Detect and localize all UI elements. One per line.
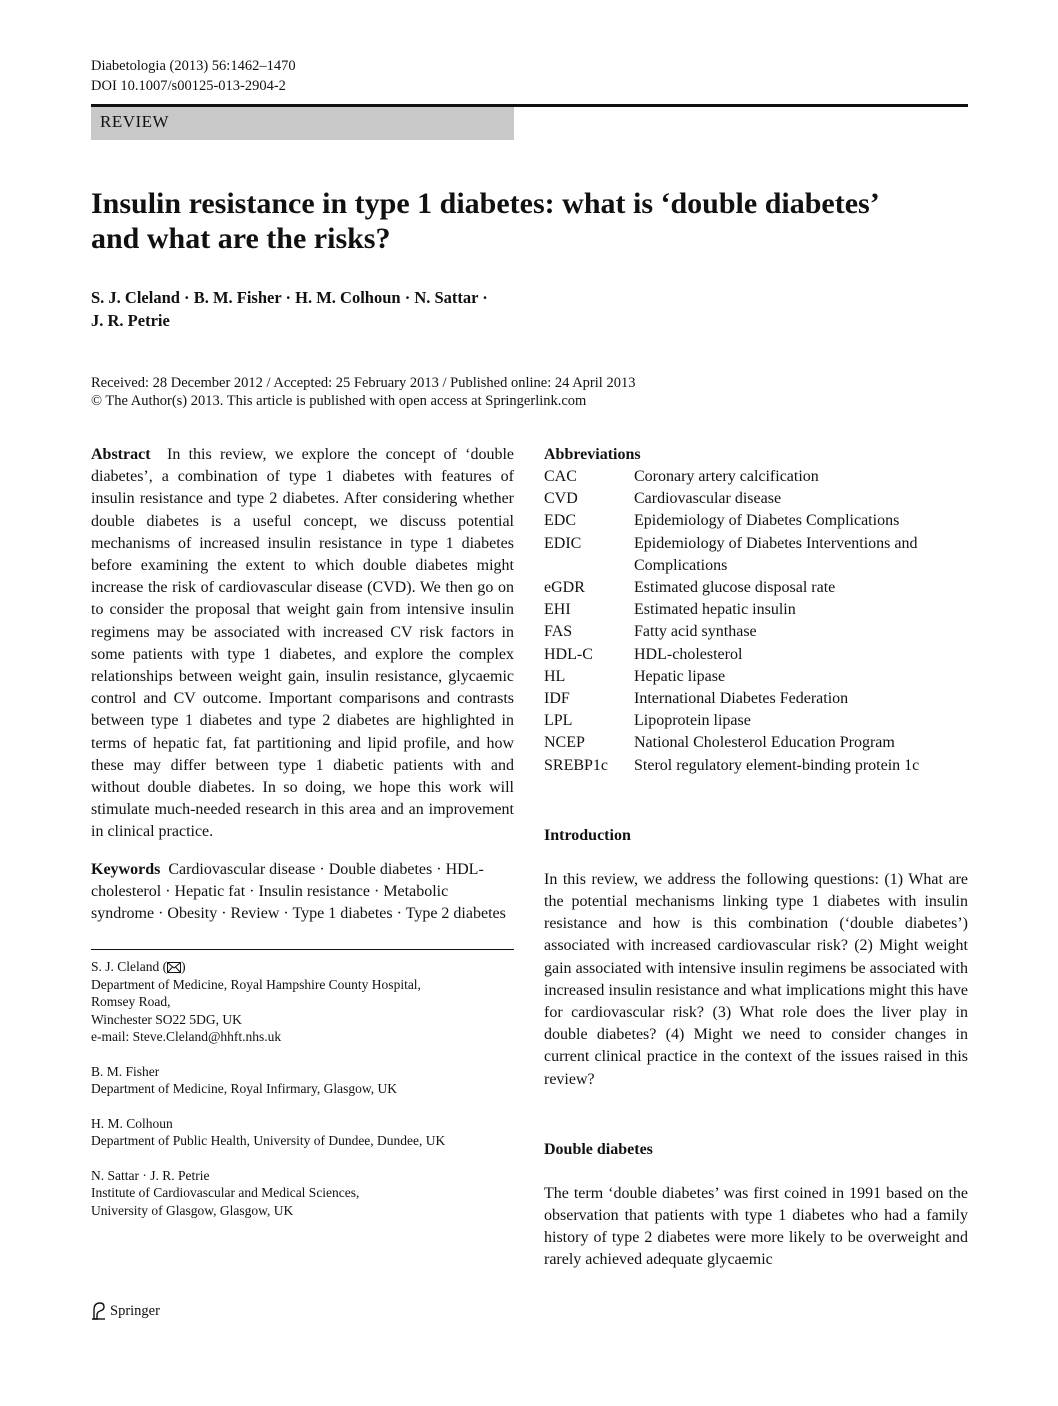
- copyright-line: © The Author(s) 2013. This article is published with open access at Springerlink.com: [91, 393, 587, 409]
- abbreviation-row: [544, 666, 968, 688]
- affiliation-rule: [91, 949, 514, 950]
- abbreviation-row: [544, 466, 968, 488]
- affiliation-block: [91, 1167, 514, 1220]
- abbreviation-code: eGDR: [544, 579, 585, 597]
- abbreviation-definition: Cardiovascular disease: [634, 490, 782, 508]
- abbreviation-definition: Estimated glucose disposal rate: [634, 579, 836, 597]
- abbreviation-definition: HDL-cholesterol: [634, 645, 743, 663]
- publication-history: Received: 28 December 2012 / Accepted: 25 February 2013 / Published online: 24 April 2013: [91, 375, 636, 391]
- abbreviation-code: EDIC: [544, 534, 582, 552]
- page-footer: [91, 1301, 160, 1321]
- abbreviations-list: [544, 466, 968, 777]
- abbreviation-code: EDC: [544, 512, 576, 530]
- corresponding-author: [91, 958, 514, 976]
- email-address[interactable]: e-mail: Steve.Cleland@hhft.nhs.uk: [91, 1029, 282, 1045]
- article-dates: [91, 374, 971, 410]
- left-column: [91, 444, 514, 1236]
- abbreviation-definition: National Cholesterol Education Program: [634, 734, 895, 752]
- section-label: REVIEW: [100, 112, 170, 131]
- abstract-text: In this review, we explore the concept of ‘double diabetes’, a combination of type 1 diabetes with features of insulin resistance and type 2 diabetes. After considering whether double diabetes is a useful concept, we discuss potential mechanisms of increased insulin resistance in type 1 diabetes before examining the extent to which double diabetes might increase the risk of cardiovascular disease (CVD). We then go on to consider the proposal that weight gain from intensive insulin regimens may be associated with increased CV risk factors in some patients with type 1 diabetes, and explore the complex relationships between weight gain, insulin resistance, glycaemic control and CV outcome. Important comparisons and contrasts between type 1 diabetes and type 2 diabetes are highlighted in terms of hepatic fat, fat partitioning and lipid profile, and how these may differ between type 1 diabetic patients with and without double diabetes. In so doing, we hope this work will stimulate much-needed research in this area and an improvement in clinical practice.: [91, 446, 515, 841]
- abbreviation-code: CVD: [544, 490, 578, 508]
- affiliations: [91, 958, 514, 1219]
- abbreviation-definition: International Diabetes Federation: [634, 690, 849, 708]
- abbreviation-row: [544, 732, 968, 754]
- abbreviation-code: CAC: [544, 468, 577, 485]
- abbreviation-definition: Hepatic lipase: [634, 667, 726, 685]
- introduction-text: In this review, we address the following questions: (1) What are the potential mechanisms linking type 1 diabetes with insulin resistance and how is this combination (‘double diabetes’) associated with increased cardiovascular risk? (2) Might weight gain associated with intensive insulin regimens be associated with increased insulin resistance and what implications might this have for cardiovascular risk? (3) What role does the liver play in double diabetes? (4) Might we need to consider changes in current clinical practice in the context of the issues raised in this review?: [544, 870, 968, 1088]
- affiliation-line: Department of Medicine, Royal Hampshire County Hospital,: [91, 976, 421, 992]
- publisher-name: Springer: [110, 1302, 160, 1319]
- keywords-label: Keywords: [91, 860, 161, 878]
- abbreviation-row: [544, 621, 968, 643]
- affiliation-name-suffix: ): [181, 959, 186, 975]
- affiliation-name: S. J. Cleland (: [91, 959, 168, 975]
- journal-citation: Diabetologia (2013) 56:1462–1470: [91, 58, 296, 74]
- affiliation-line: Department of Public Health, University of Dundee, Dundee, UK: [91, 1133, 446, 1149]
- abbreviation-definition: Fatty acid synthase: [634, 623, 757, 641]
- abbreviation-row: [544, 755, 968, 777]
- affiliation-name: B. M. Fisher: [91, 1063, 160, 1079]
- affiliation-line: Winchester SO22 5DG, UK: [91, 1011, 242, 1027]
- abbreviation-definition: Epidemiology of Diabetes Interventions and Complications: [634, 534, 918, 574]
- abstract: [91, 444, 514, 844]
- abbreviation-code: FAS: [544, 623, 573, 641]
- keywords: [91, 859, 514, 926]
- abbreviation-code: HDL-C: [544, 645, 593, 663]
- author-line-2: J. R. Petrie: [91, 311, 170, 330]
- affiliation-line: Department of Medicine, Royal Infirmary, Glasgow, UK: [91, 1081, 398, 1097]
- springer-logo-icon: [91, 1301, 107, 1321]
- abbreviation-row: [544, 488, 968, 510]
- affiliation-name: H. M. Colhoun: [91, 1115, 173, 1131]
- abbreviation-row: [544, 510, 968, 532]
- keywords-text: Cardiovascular disease · Double diabetes · HDL-cholesterol · Hepatic fat · Insulin resistance · Metabolic syndrome · Obesity · Review · Type 1 diabetes · Type 2 diabetes: [91, 860, 506, 923]
- abbreviation-definition: Epidemiology of Diabetes Complications: [634, 512, 900, 530]
- affiliation-block: [91, 1115, 514, 1150]
- affiliation-line: Institute of Cardiovascular and Medical Sciences,: [91, 1185, 360, 1201]
- affiliation-name: N. Sattar · J. R. Petrie: [91, 1167, 210, 1183]
- abbreviation-row: [544, 533, 968, 577]
- affiliation-line: University of Glasgow, Glasgow, UK: [91, 1202, 294, 1218]
- right-column: [544, 444, 968, 1272]
- abbreviation-code: LPL: [544, 712, 573, 730]
- envelope-icon: [167, 962, 181, 973]
- abbreviation-row: [544, 599, 968, 621]
- abbreviation-definition: Lipoprotein lipase: [634, 712, 751, 730]
- abstract-label: Abstract: [91, 446, 151, 463]
- affiliation-block: [91, 958, 514, 1046]
- affiliation-line: Romsey Road,: [91, 994, 171, 1010]
- abbreviation-code: IDF: [544, 690, 570, 708]
- abbreviation-row: [544, 644, 968, 666]
- journal-header: [91, 56, 296, 96]
- article-title: Insulin resistance in type 1 diabetes: what is ‘double diabetes’ and what are the risks?: [91, 187, 878, 255]
- abbreviation-code: SREBP1c: [544, 756, 609, 774]
- double-diabetes-heading: Double diabetes: [544, 1140, 653, 1158]
- affiliation-block: [91, 1063, 514, 1098]
- abbreviation-code: EHI: [544, 601, 571, 619]
- abbreviation-definition: Estimated hepatic insulin: [634, 601, 796, 619]
- abbreviation-row: [544, 577, 968, 599]
- journal-doi: DOI 10.1007/s00125-013-2904-2: [91, 78, 286, 94]
- abbreviation-row: [544, 710, 968, 732]
- abbreviations-heading: Abbreviations: [544, 446, 641, 463]
- introduction-heading: Introduction: [544, 826, 631, 844]
- author-list: [91, 286, 531, 332]
- abbreviation-code: HL: [544, 667, 566, 685]
- double-diabetes-text: The term ‘double diabetes’ was first coined in 1991 based on the observation that patients with type 1 diabetes who had a family history of type 2 diabetes were more likely to be overweight and rarely achieved adequate glycaemic: [544, 1184, 968, 1269]
- abbreviation-definition: Sterol regulatory element-binding protein 1c: [634, 756, 920, 774]
- author-line-1: S. J. Cleland · B. M. Fisher · H. M. Colhoun · N. Sattar ·: [91, 288, 488, 307]
- abbreviation-code: NCEP: [544, 734, 585, 752]
- abbreviation-definition: Coronary artery calcification: [634, 468, 819, 485]
- abbreviation-row: [544, 688, 968, 710]
